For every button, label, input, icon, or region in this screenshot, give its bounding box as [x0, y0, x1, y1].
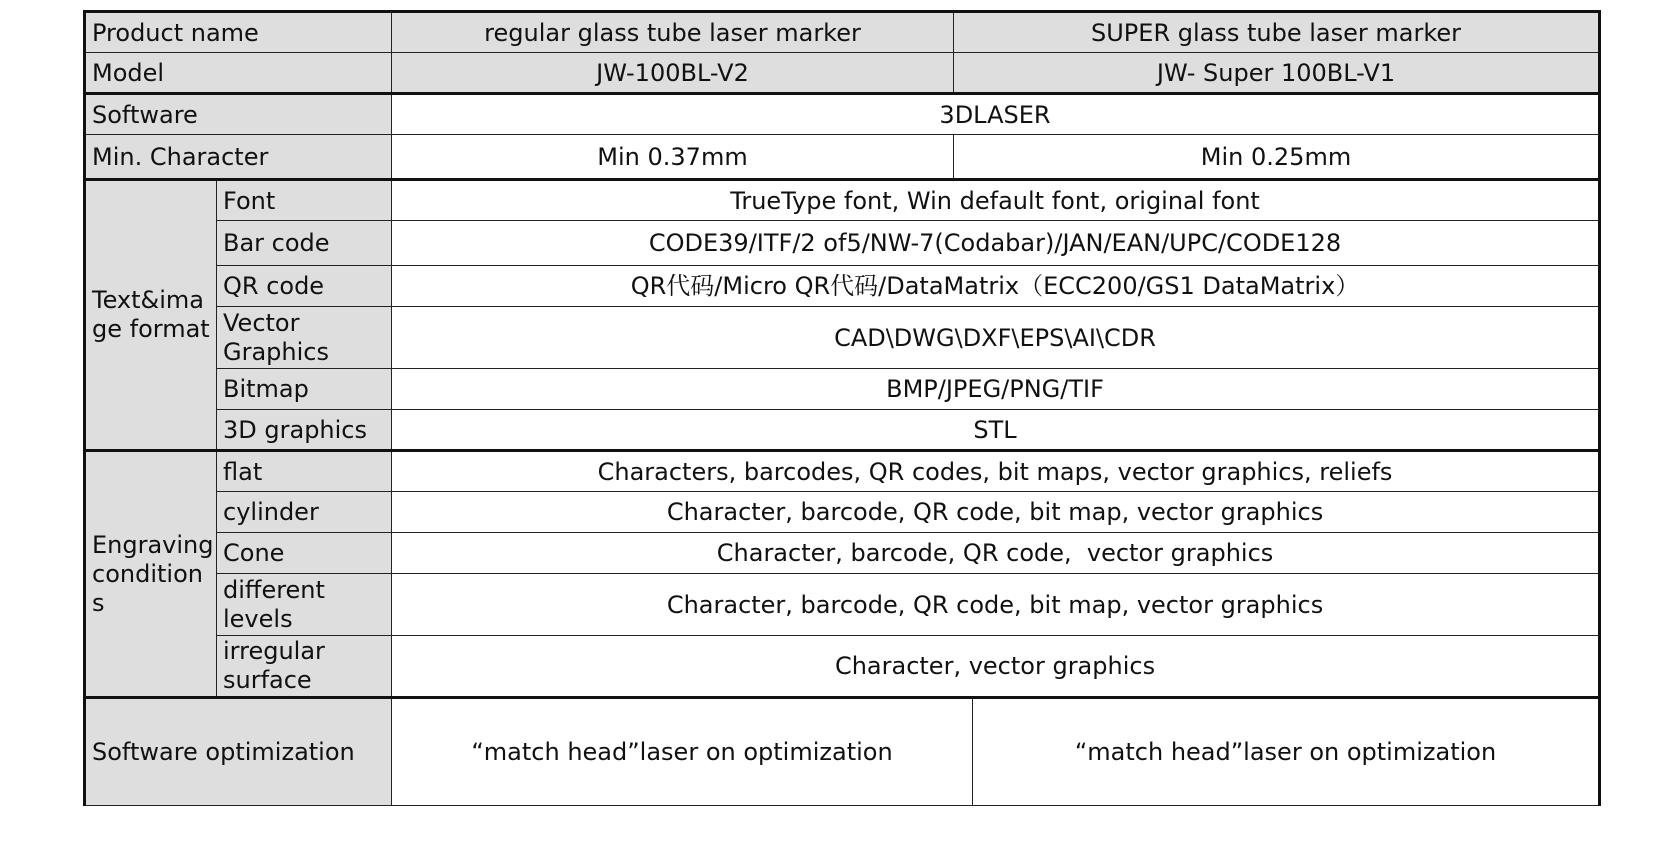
product-b-name: SUPER glass tube laser marker	[954, 12, 1600, 53]
engraving-flat-label: flat	[217, 451, 392, 492]
engraving-levels-label: different levels	[217, 574, 392, 636]
min-character-b: Min 0.25mm	[954, 135, 1600, 180]
format-font-value: TrueType font, Win default font, original font	[392, 180, 1600, 221]
min-character-row	[85, 135, 1600, 180]
product-a-name: regular glass tube laser marker	[392, 12, 954, 53]
format-3d-value: STL	[392, 410, 1600, 451]
format-barcode-label: Bar code	[217, 221, 392, 266]
format-row-barcode	[85, 221, 1600, 266]
format-row-bitmap	[85, 369, 1600, 410]
product-name-label: Product name	[85, 12, 392, 53]
format-row-3d	[85, 410, 1600, 451]
text-image-format-label: Text&ima ge format	[85, 180, 217, 451]
engraving-row-levels	[85, 574, 1600, 636]
software-label: Software	[85, 94, 392, 135]
format-row-font	[85, 180, 1600, 221]
software-row	[85, 94, 1600, 135]
software-optimization-row	[85, 698, 1600, 806]
format-qrcode-value: QR代码/Micro QR代码/DataMatrix（ECC200/GS1 DataMatrix）	[392, 266, 1600, 307]
format-vector-value: CAD\DWG\DXF\EPS\AI\CDR	[392, 307, 1600, 369]
software-optimization-values	[392, 698, 1600, 806]
spec-table	[83, 10, 1601, 806]
model-a: JW-100BL-V2	[392, 53, 954, 94]
engraving-row-cylinder	[85, 492, 1600, 533]
format-bitmap-label: Bitmap	[217, 369, 392, 410]
engraving-cone-label: Cone	[217, 533, 392, 574]
model-row	[85, 53, 1600, 94]
engraving-row-flat	[85, 451, 1600, 492]
min-character-label: Min. Character	[85, 135, 392, 180]
engraving-irregular-label: irregular surface	[217, 636, 392, 698]
software-value: 3DLASER	[392, 94, 1600, 135]
engraving-cylinder-label: cylinder	[217, 492, 392, 533]
min-character-a: Min 0.37mm	[392, 135, 954, 180]
format-font-label: Font	[217, 180, 392, 221]
model-b: JW- Super 100BL-V1	[954, 53, 1600, 94]
software-optimization-a: “match head”laser on optimization	[392, 699, 973, 805]
format-bitmap-value: BMP/JPEG/PNG/TIF	[392, 369, 1600, 410]
engraving-cylinder-value: Character, barcode, QR code, bit map, vector graphics	[392, 492, 1600, 533]
software-optimization-b: “match head”laser on optimization	[1074, 738, 1497, 766]
engraving-flat-value: Characters, barcodes, QR codes, bit maps, vector graphics, reliefs	[392, 451, 1600, 492]
engraving-row-cone	[85, 533, 1600, 574]
engraving-levels-value: Character, barcode, QR code, bit map, vector graphics	[392, 574, 1600, 636]
engraving-cone-value: Character, barcode, QR code, vector graphics	[392, 533, 1600, 574]
product-name-row	[85, 12, 1600, 53]
engraving-conditions-label: Engraving condition s	[85, 451, 217, 698]
format-vector-label: Vector Graphics	[217, 307, 392, 369]
format-row-vector	[85, 307, 1600, 369]
software-optimization-label: Software optimization	[85, 698, 392, 806]
format-barcode-value: CODE39/ITF/2 of5/NW-7(Codabar)/JAN/EAN/UPC/CODE128	[392, 221, 1600, 266]
format-qrcode-label: QR code	[217, 266, 392, 307]
engraving-row-irregular	[85, 636, 1600, 698]
format-3d-label: 3D graphics	[217, 410, 392, 451]
model-label: Model	[85, 53, 392, 94]
format-row-qrcode	[85, 266, 1600, 307]
engraving-irregular-value: Character, vector graphics	[392, 636, 1600, 698]
